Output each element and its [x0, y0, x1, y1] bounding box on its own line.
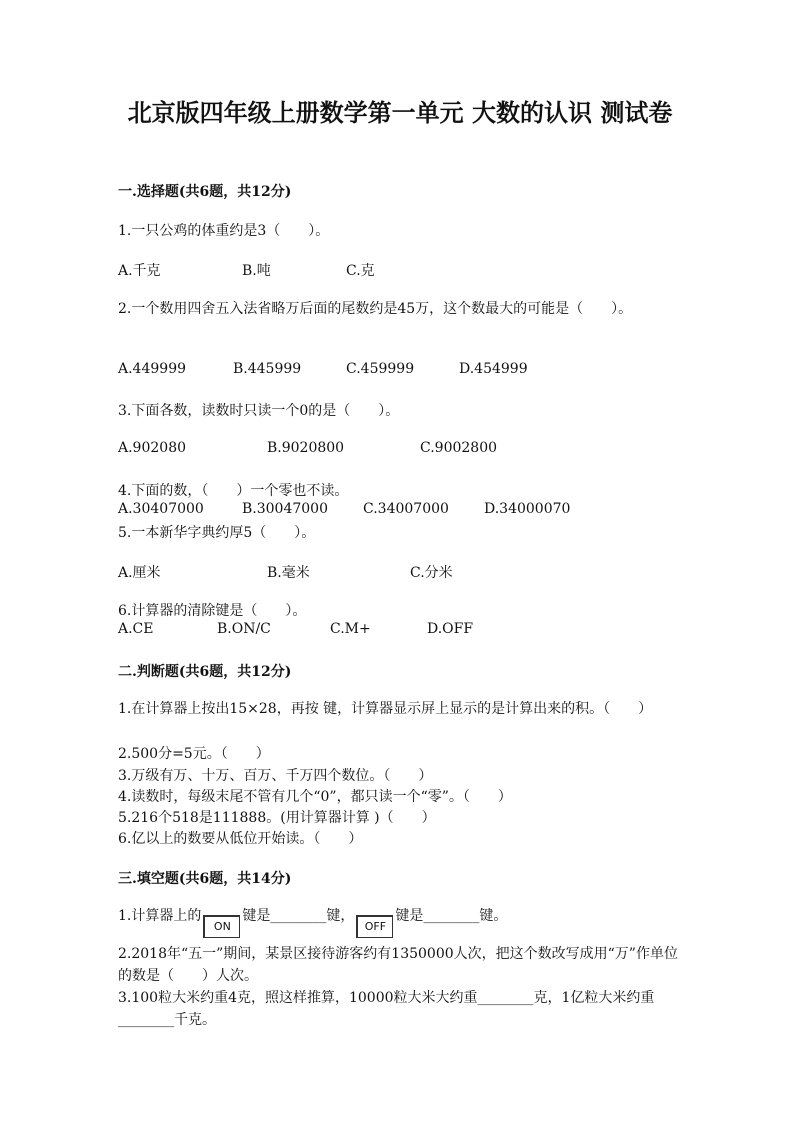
choice-q4-option-b: B.30047000: [242, 501, 328, 517]
choice-q6-option-b: B.ON/C: [217, 621, 271, 637]
choice-q2-option-c: C.459999: [346, 361, 415, 377]
judge-q3: 3.万级有万、十万、百万、千万四个数位。（ ）: [118, 768, 433, 784]
choice-q6-option-c: C.M+: [330, 621, 371, 637]
judge-q5: 5.216个518是111888。(用计算器计算 )（ ）: [118, 810, 436, 826]
fill-q1: [118, 905, 508, 933]
choice-q1-option-c: C.克: [346, 263, 375, 279]
choice-q3-stem: 3.下面各数，读数时只读一个0的是（ ）。: [118, 403, 400, 419]
section-fill-heading: 三.填空题(共6题，共14分): [118, 871, 292, 887]
fill-q2: 2.2018年“五一”期间，某景区接待游客约有1350000人次，把这个数改写成用“万”作单位的数是（ ）人次。: [118, 946, 678, 984]
choice-q5-option-c: C.分米: [410, 565, 453, 581]
choice-q2-option-b: B.445999: [233, 361, 302, 377]
choice-q1-option-b: B.吨: [242, 263, 271, 279]
choice-q1-option-a: A.千克: [118, 263, 161, 279]
choice-q3-option-a: A.902080: [118, 440, 187, 456]
choice-q6-option-a: A.CE: [118, 621, 154, 637]
choice-q2-stem: 2.一个数用四舍五入法省略万后面的尾数约是45万，这个数最大的可能是（ ）。: [118, 301, 633, 317]
judge-q1: 1.在计算器上按出15×28，再按 键，计算器显示屏上显示的是计算出来的积。（ ）: [118, 701, 653, 717]
choice-q2-option-a: A.449999: [118, 361, 187, 377]
choice-q5-option-b: B.毫米: [267, 565, 310, 581]
choice-q6-option-d: D.OFF: [427, 621, 474, 637]
judge-q4: 4.读数时，每级末尾不管有几个“0”，都只读一个“零”。（ ）: [118, 789, 512, 805]
choice-q4-stem: 4.下面的数，（ ）一个零也不读。: [118, 483, 349, 499]
choice-q5-stem: 5.一本新华字典约厚5（ ）。: [118, 525, 316, 541]
judge-q2: 2.500分=5元。（ ）: [118, 746, 270, 762]
choice-q1-stem: 1.一只公鸡的体重约是3（ ）。: [118, 223, 330, 239]
choice-q5-option-a: A.厘米: [118, 565, 161, 581]
choice-q3-option-b: B.9020800: [267, 440, 345, 456]
page-title: 北京版四年级上册数学第一单元 大数的认识 测试卷: [127, 98, 673, 127]
choice-q4-option-d: D.34000070: [484, 501, 571, 517]
choice-q4-option-c: C.34007000: [363, 501, 449, 517]
choice-q3-option-c: C.9002800: [420, 440, 498, 456]
judge-q6: 6.亿以上的数要从低位开始读。（ ）: [118, 831, 363, 847]
section-judge-heading: 二.判断题(共6题，共12分): [118, 664, 292, 680]
choice-q4-option-a: A.30407000: [118, 501, 204, 517]
fill-q1-text-middle: 键是________键，: [242, 908, 355, 924]
fill-q1-text-start: 1.计算器上的: [118, 908, 202, 924]
choice-q2-option-d: D.454999: [459, 361, 528, 377]
section-choice-heading: 一.选择题(共6题，共12分): [118, 184, 292, 200]
fill-q1-text-end: 键是________键。: [395, 908, 508, 924]
fill-q3: 3.100粒大米约重4克，照这样推算，10000粒大米大约重________克，1亿粒大米约重________千克。: [118, 990, 655, 1028]
off-key-icon: OFF: [356, 915, 393, 938]
choice-q6-stem: 6.计算器的清除键是（ ）。: [118, 603, 307, 619]
on-key-icon: ON: [203, 915, 240, 938]
